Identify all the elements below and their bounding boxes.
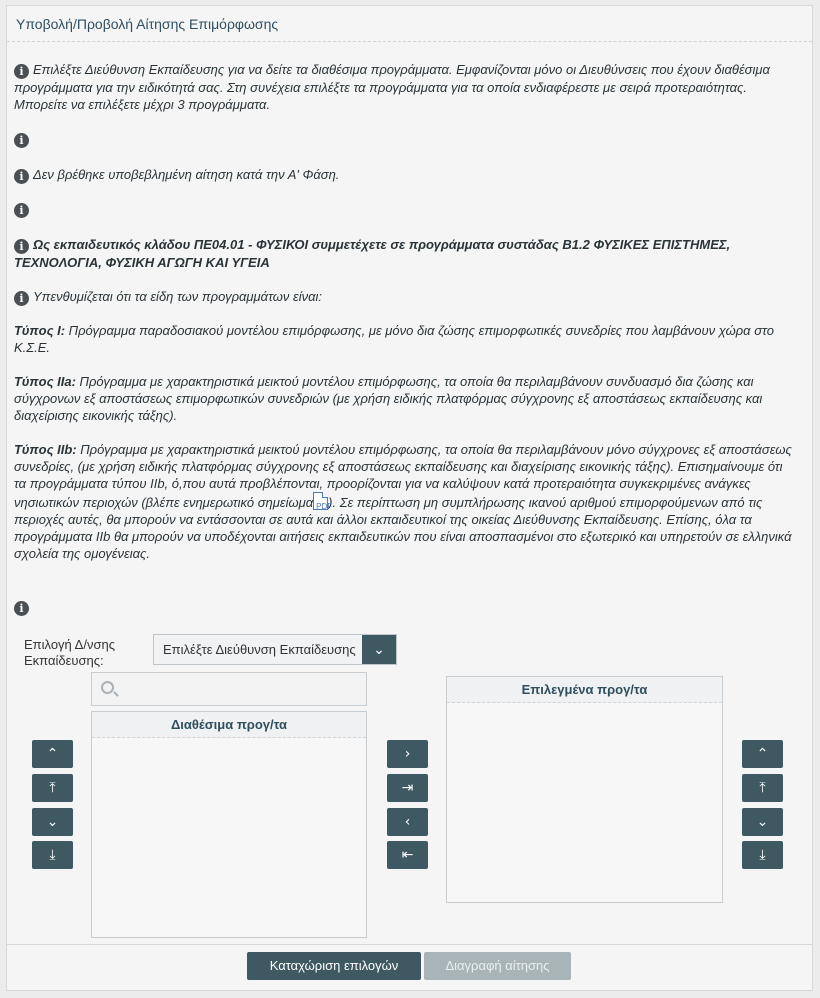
direction-select[interactable] bbox=[153, 634, 397, 665]
selected-move-down-button[interactable]: ⌄ bbox=[742, 808, 783, 836]
selected-move-top-button[interactable]: ⤒ bbox=[742, 774, 783, 802]
available-programs-header: Διαθέσιμα προγ/τα bbox=[92, 712, 366, 738]
info-icon: i bbox=[14, 239, 29, 254]
page-title: Υποβολή/Προβολή Αίτησης Επιμόρφωσης bbox=[16, 16, 279, 32]
program-search-input[interactable] bbox=[91, 672, 367, 706]
info-message-specialty: i Ως εκπαιδευτικός κλάδου ΠΕ04.01 - ΦΥΣΙΚΟΙ συμμετέχετε σε προγράμματα συστάδας Β1.2 ΦΥΣΙΚΕΣ ΕΠΙΣΤΗΜΕΣ, ΤΕΧΝΟΛΟΓΙΑ, ΦΥΣΙΚΗ ΑΓΩΓΗ ΚΑΙ ΥΓΕΙΑ bbox=[14, 237, 731, 270]
add-all-button[interactable]: ⇥ bbox=[387, 774, 428, 802]
info-icon: i bbox=[14, 291, 29, 306]
search-icon bbox=[101, 681, 114, 694]
info-icon: i bbox=[14, 601, 29, 616]
info-message-empty-2 bbox=[14, 200, 33, 218]
application-panel bbox=[6, 5, 813, 991]
pdf-icon[interactable]: PDF bbox=[313, 492, 328, 510]
move-down-button[interactable]: ⌄ bbox=[32, 808, 73, 836]
delete-application-button[interactable]: Διαγραφή αίτησης bbox=[424, 952, 571, 980]
info-message-no-application: i Δεν βρέθηκε υποβεβλημένη αίτηση κατά την Α' Φάση. bbox=[14, 166, 794, 184]
info-icon: i bbox=[14, 203, 29, 218]
info-icon: i bbox=[14, 169, 29, 184]
info-message-instructions: i Επιλέξτε Διεύθυνση Εκπαίδευσης για να δείτε τα διαθέσιμα προγράμματα. Εμφανίζονται μόνο οι Διευθύνσεις που έχουν διαθέσιμα προγράμματα για την ειδικότητά σας. Στη συνέχεια επιλέξτε τα προγράμματα για τα οποία ενδιαφέρεστε με σειρά προτεραιότητας. Μπορείτε να επιλέξετε μέχρι 3 προγράμματα. bbox=[14, 62, 770, 112]
info-message-empty-3 bbox=[14, 598, 33, 616]
chevron-down-icon[interactable]: ⌄ bbox=[362, 635, 396, 664]
selected-move-bottom-button[interactable]: ⤓ bbox=[742, 841, 783, 869]
selected-programs-header: Επιλεγμένα προγ/τα bbox=[447, 677, 722, 703]
move-bottom-button[interactable]: ⤓ bbox=[32, 841, 73, 869]
submit-selections-button[interactable]: Καταχώριση επιλογών bbox=[247, 952, 421, 980]
info-message-empty-1 bbox=[14, 130, 33, 148]
selected-programs-list[interactable] bbox=[446, 676, 723, 903]
info-icon: i bbox=[14, 133, 29, 148]
move-up-button[interactable]: ⌃ bbox=[32, 740, 73, 768]
type-1-description: Τύπος Ι: Πρόγραμμα παραδοσιακού μοντέλου επιμόρφωσης, με μόνο δια ζώσης επιμορφωτικές συνεδρίες που λαμβάνουν χώρα στο Κ.Σ.Ε. bbox=[14, 323, 774, 355]
selected-move-up-button[interactable]: ⌃ bbox=[742, 740, 783, 768]
footer-divider bbox=[7, 944, 812, 945]
available-programs-list[interactable] bbox=[91, 711, 367, 938]
remove-all-button[interactable]: ⇤ bbox=[387, 841, 428, 869]
panel-header bbox=[7, 6, 812, 42]
remove-selected-button[interactable]: ‹ bbox=[387, 808, 428, 836]
direction-select-value: Επιλέξτε Διεύθυνση Εκπαίδευσης bbox=[163, 642, 356, 657]
move-top-button[interactable]: ⤒ bbox=[32, 774, 73, 802]
type-2a-description: Τύπος IIa: Πρόγραμμα με χαρακτηριστικά μεικτού μοντέλου επιμόρφωσης, τα οποία θα περιλαμβάνουν συνδυασμό δια ζώσης και σύγχρονων εξ αποστάσεως επιμορφωτικών συνεδριών (με χρήση ειδικής πλατφόρμας σύγχρονης εξ αποστάσεως εκπαίδευσης και διαχείρισης εικονικής τάξης). bbox=[14, 374, 763, 423]
type-2b-description: Τύπος IIb: Πρόγραμμα με χαρακτηριστικά μεικτού μοντέλου επιμόρφωσης, τα οποία θα περιλαμβάνουν μόνο σύγχρονες εξ αποστάσεως συνεδρίες, (με χρήση ειδικής πλατφόρμας σύγχρονης εξ αποστάσεως εκπαίδευσης και διαχείρισης εικονικής τάξης). Επισημαίνουμε ότι τα προγράμματα τύπου IIb, ό,που αυτά προβλέπονται, προορίζονται για να καλύψουν κατά προτεραιότητα συγκεκριμένες ανάγκες νησιωτικών περιοχών (βλέπε ενημερωτικό σημείωμα PDF ). Σε περίπτωση μη συμπλήρωσης ικανού αριθμού επιμορφούμενων από τις περιοχές αυτές, θα μπορούν να εντάσσονται σε αυτά και άλλοι εκπαιδευτικοί της οικείας Διεύθυνσης Εκπαίδευσης. Επίσης, όλα τα προγράμματα IIb θα μπορούν να υποδέχονται αιτήσεις εκπαιδευτικών που είναι αποσπασμένοι στο εξωτερικό και υπηρετούν σε ελληνικά σχολεία της ομογένειας. bbox=[14, 442, 792, 561]
add-selected-button[interactable]: › bbox=[387, 740, 428, 768]
info-message-types-intro: i Υπενθυμίζεται ότι τα είδη των προγραμμάτων είναι: bbox=[14, 288, 794, 306]
info-icon: i bbox=[14, 64, 29, 79]
direction-label: Επιλογή Δ/νσης Εκπαίδευσης: bbox=[24, 637, 115, 668]
